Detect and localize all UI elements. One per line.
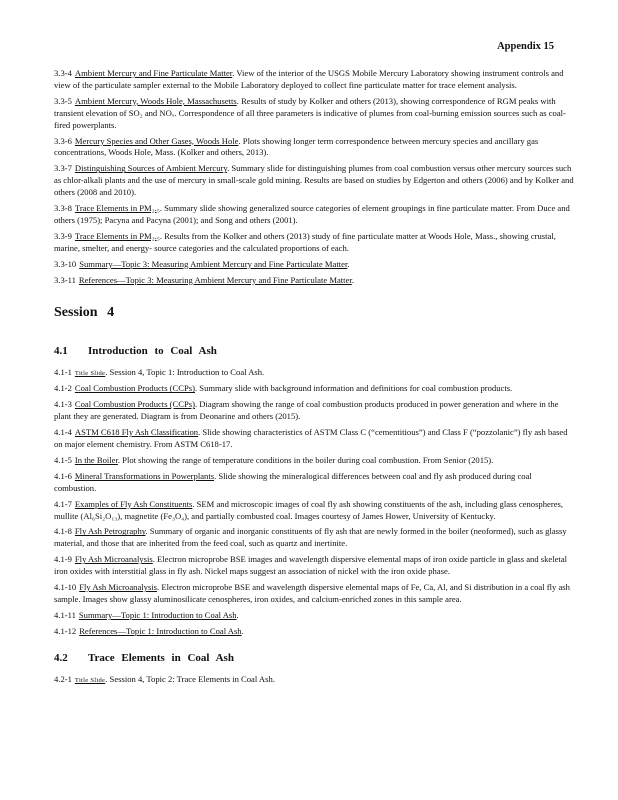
slide-reference: Ambient Mercury, Woods Hole, Massachusetts — [74, 95, 237, 106]
entry-text: . Results from the Kolker and others (2013) study of fine particulate matter at Woods Hole, Mass., showing crustal, marine, smelter, and energy- source categories and the calculated proportions of each. — [54, 230, 556, 253]
slide-reference: Fly Ash Microanalysis — [79, 582, 158, 593]
section-4-1-list — [54, 367, 574, 638]
entry-text: . Plot showing the range of temperature conditions in the boiler during coal combustion. From Senior (2015). — [117, 454, 494, 465]
slide-reference: In the Boiler — [74, 454, 118, 465]
entry-text: . — [236, 609, 239, 620]
entry-text: . Electron microprobe BSE and wavelength dispersive elemental maps of Fe, Ca, Al, and Si distribution in a coal fly ash sample. Images show glassy aluminosilicate cenospheres, iron oxides, and calcium-enriched zones in this sample area. — [54, 582, 570, 604]
entry-text: . View of the interior of the USGS Mobile Mercury Laboratory showing instrument controls and view of the particulate sampler external to the Mobile Laboratory deployed to collect fine particulate matter for trace element analysis. — [54, 68, 564, 90]
slide-reference: Title Slide — [74, 676, 106, 684]
entry-number: 4.1-4 — [54, 427, 72, 438]
entry-number: 4.1-11 — [54, 609, 76, 620]
entry-number: 3.3-5 — [54, 95, 72, 106]
list-item — [54, 554, 574, 578]
page-header: Appendix 15 — [497, 41, 554, 52]
entry-text: . Slide showing the mineralogical differences between coal and fly ash produced during coal combustion. — [54, 470, 532, 493]
list-item — [54, 499, 574, 523]
topic3-list — [54, 68, 574, 287]
slide-reference: Coal Combustion Products (CCPs) — [74, 383, 195, 394]
slide-reference: Title Slide — [74, 369, 106, 377]
list-item — [54, 96, 574, 132]
slide-reference: Mercury Species and Other Gases, Woods Hole — [74, 135, 239, 146]
list-item — [54, 626, 574, 638]
entry-number: 4.1-12 — [54, 625, 77, 636]
slide-reference: Summary—Topic 3: Measuring Ambient Mercury and Fine Particulate Matter — [79, 258, 348, 269]
list-item — [54, 399, 574, 423]
list-item — [54, 582, 574, 606]
entry-text: . Summary slide with background information and definitions for coal combustion products. — [195, 383, 513, 394]
entry-text: . Slide showing characteristics of ASTM Class C (“cementitious”) and Class F (“pozzolanic”) fly ash based on major element chemistry. From ASTM C618-17. — [54, 427, 568, 450]
list-item — [54, 136, 574, 160]
section-heading — [54, 652, 574, 664]
document-body — [54, 68, 574, 691]
list-item — [54, 383, 574, 395]
entry-number: 4.1-3 — [54, 399, 72, 410]
slide-reference: References—Topic 3: Measuring Ambient Mercury and Fine Particulate Matter — [78, 274, 352, 285]
entry-number: 3.3-9 — [54, 230, 72, 241]
entry-number: 3.3-6 — [54, 135, 72, 146]
section-title: Trace Elements in Coal Ash — [88, 651, 234, 664]
entry-text: . — [241, 625, 244, 636]
entry-text: . Session 4, Topic 2: Trace Elements in Coal Ash. — [105, 673, 275, 684]
list-item — [54, 427, 574, 451]
slide-reference: Examples of Fly Ash Constituents — [74, 498, 193, 509]
session-heading: Session 4 — [54, 304, 115, 320]
slide-reference: Summary—Topic 1: Introduction to Coal Ash — [78, 609, 237, 620]
list-item — [54, 526, 574, 550]
entry-text: . — [347, 258, 350, 269]
entry-text: . SEM and microscopic images of coal fly ash showing constituents of the ash, including glass cenospheres, mullite (Al₆Si₂O₁₃), magnetite (Fe₃O₄), and partially combusted coal. Images courtesy of James Hower, University of Kentucky. — [54, 498, 564, 521]
list-item — [54, 610, 574, 622]
slide-reference: ASTM C618 Fly Ash Classification — [74, 427, 199, 438]
entry-text: . Session 4, Topic 1: Introduction to Coal Ash. — [105, 366, 265, 377]
list-item — [54, 203, 574, 227]
section-number: 4.1 — [54, 344, 68, 357]
slide-reference: Trace Elements in PM₂.₅ — [74, 230, 160, 241]
entry-text: . Electron microprobe BSE images and wavelength dispersive elemental maps of iron oxide particle in glass and skeletal iron oxides with interstitial glass in fly ash. Nickel maps suggest an association of nickel with the iron oxide phase. — [54, 554, 568, 577]
entry-number: 4.1-9 — [54, 554, 72, 565]
entry-text: . Summary slide showing generalized source categories of element groupings in fine particulate matter. From Duce and others (1975); Pacyna and Pacyna (2001); and Song and others (2001). — [54, 203, 570, 225]
slide-reference: Coal Combustion Products (CCPs) — [74, 399, 195, 410]
slide-reference: Mineral Transformations in Powerplants — [74, 470, 215, 481]
entry-number: 3.3-7 — [54, 163, 72, 174]
entry-text: . — [351, 274, 354, 285]
slide-reference: Trace Elements in PM₂.₅ — [74, 203, 160, 214]
entry-number: 3.3-4 — [54, 68, 72, 78]
entry-text: . Diagram showing the range of coal combustion products produced in power generation and where in the plant they are generated. Diagram is from Deonarine and others (2015). — [54, 399, 559, 422]
slide-reference: Fly Ash Microanalysis — [74, 554, 153, 565]
section-number: 4.2 — [54, 651, 68, 664]
list-item — [54, 231, 574, 255]
spacer — [54, 642, 574, 652]
entry-number: 4.1-1 — [54, 366, 72, 377]
entry-text: . Plots showing longer term correspondence between mercury species and ancillary gas concentrations, Woods Hole, Mass. (Kolker and others, 2013). — [54, 135, 539, 158]
list-item — [54, 275, 574, 287]
entry-number: 4.1-5 — [54, 454, 72, 465]
slide-reference: Distinguishing Sources of Ambient Mercury — [74, 163, 228, 174]
entry-number: 3.3-10 — [54, 258, 77, 269]
entry-number: 3.3-8 — [54, 203, 72, 214]
section-title: Introduction to Coal Ash — [88, 344, 217, 357]
list-item — [54, 68, 574, 92]
entry-text: . Summary slide for distinguishing plumes from coal combustion versus other mercury sources such as chlor-alkali plants and the use of mercury in small-scale gold mining. Results are based on studies by Edgerton and others (2006) and by Kolker and others (2008 and 2010). — [54, 163, 574, 198]
entry-number: 4.1-6 — [54, 470, 72, 481]
list-item — [54, 163, 574, 199]
entry-number: 4.1-7 — [54, 498, 72, 509]
entry-text: . Summary of organic and inorganic constituents of fly ash that are newly formed in the boiler (neoformed), such as glassy material, and those that are inherited from the feed coal, such as quartz and inertinite. — [54, 526, 567, 549]
entry-number: 4.1-2 — [54, 383, 72, 394]
section-4-2-list — [54, 674, 574, 687]
list-item — [54, 367, 574, 380]
slide-reference: Fly Ash Petrography — [74, 526, 146, 537]
list-item — [54, 455, 574, 467]
list-item — [54, 259, 574, 271]
slide-reference: References—Topic 1: Introduction to Coal Ash — [79, 625, 242, 636]
entry-text: . Results of study by Kolker and others (2013), showing correspondence of RGM peaks with transient elevation of SO₂ and NOₓ. Correspondence of all three parameters is indicative of plumes from coal-burning emission sources such as coal-fired powerplants. — [54, 95, 566, 130]
slide-reference: Ambient Mercury and Fine Particulate Matter — [74, 68, 233, 78]
entry-number: 3.3-11 — [54, 274, 76, 285]
list-item — [54, 674, 574, 687]
entry-number: 4.1-8 — [54, 526, 72, 537]
entry-number: 4.2-1 — [54, 673, 72, 684]
list-item — [54, 471, 574, 495]
section-heading — [54, 345, 574, 357]
entry-number: 4.1-10 — [54, 582, 77, 593]
